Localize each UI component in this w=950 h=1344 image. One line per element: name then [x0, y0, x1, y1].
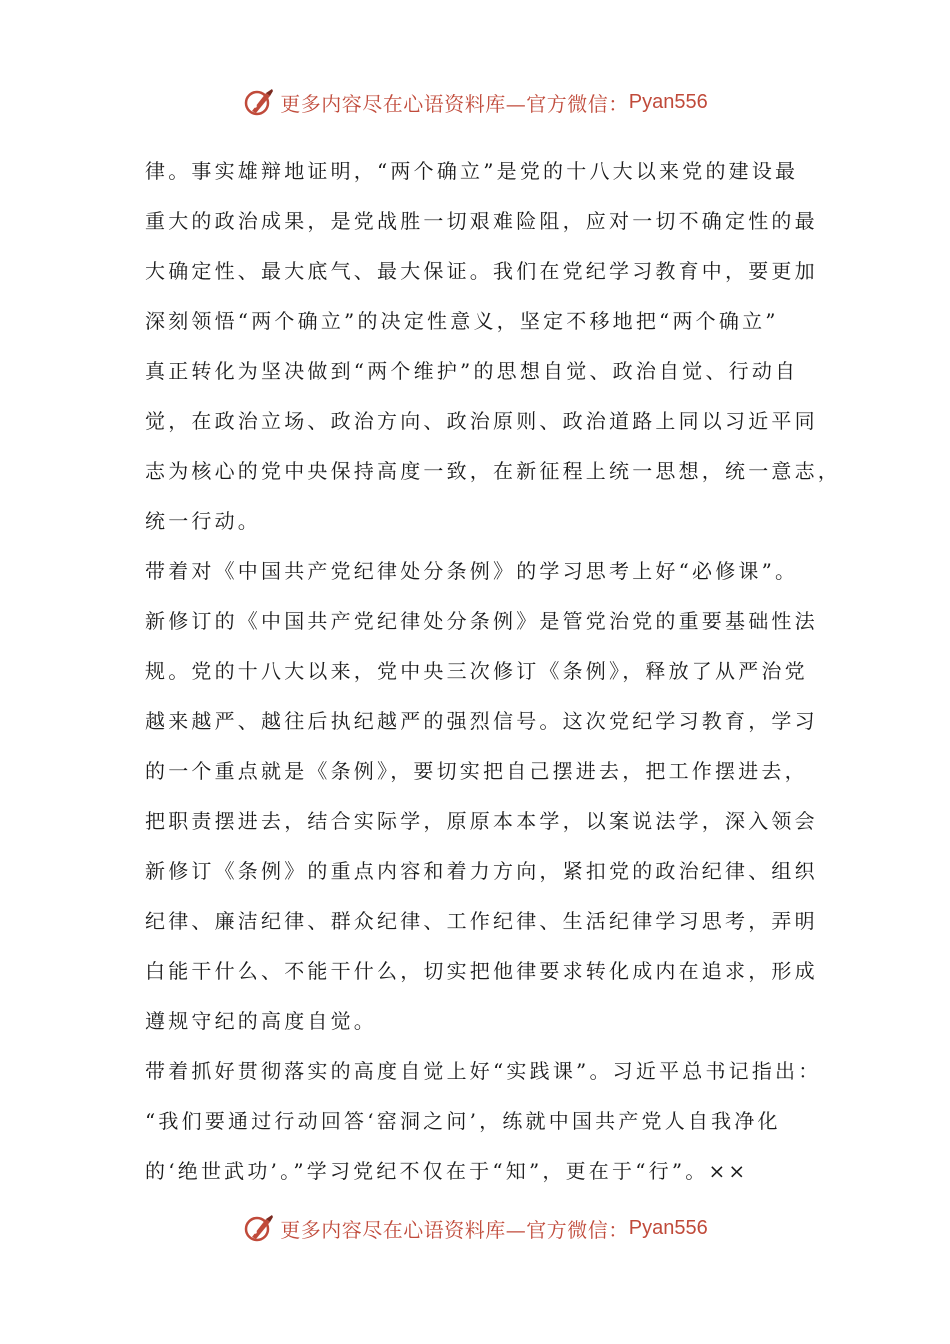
document-body	[145, 146, 841, 1196]
text-line: “我们要通过行动回答‘窑洞之问’，练就中国共产党人自我净化	[145, 1109, 781, 1133]
text-line: 把职责摆进去，结合实际学，原原本本学，以案说法学，深入领会	[145, 809, 818, 833]
wechat-handle: Pyan556	[628, 90, 708, 113]
text-line: 觉，在政治立场、政治方向、政治原则、政治道路上同以习近平同	[145, 409, 818, 433]
text-line: 志为核心的党中央保持高度一致，在新征程上统一思想，统一意志，	[145, 459, 841, 483]
text-line: 的‘绝世武功’。”学习党纪不仅在于“知”，更在于“行”。××	[145, 1159, 749, 1183]
text-line: 越来越严、越往后执纪越严的强烈信号。这次党纪学习教育，学习	[145, 709, 818, 733]
text-line: 带着对《中国共产党纪律处分条例》的学习思考上好“必修课”。	[145, 559, 799, 583]
text-line: 规。党的十八大以来，党中央三次修订《条例》，释放了从严治党	[145, 659, 808, 683]
pen-nib-logo-icon	[242, 85, 276, 119]
text-line: 律。事实雄辩地证明，“两个确立”是党的十八大以来党的建设最	[145, 159, 799, 183]
header-banner	[0, 82, 950, 122]
footer-banner	[0, 1208, 950, 1248]
wechat-handle: Pyan556	[628, 1216, 708, 1239]
text-line: 深刻领悟“两个确立”的决定性意义，坚定不移地把“两个确立”	[145, 309, 779, 333]
text-line: 纪律、廉洁纪律、群众纪律、工作纪律、生活纪律学习思考，弄明	[145, 909, 818, 933]
text-line: 统一行动。	[145, 509, 261, 533]
banner-text: 更多内容尽在心语资料库—官方微信：	[280, 1217, 629, 1242]
text-line: 真正转化为坚决做到“两个维护”的思想自觉、政治自觉、行动自	[145, 359, 799, 383]
text-line: 新修订的《中国共产党纪律处分条例》是管党治党的重要基础性法	[145, 609, 818, 633]
text-line: 新修订《条例》的重点内容和着力方向，紧扣党的政治纪律、组织	[145, 859, 818, 883]
text-line: 白能干什么、不能干什么，切实把他律要求转化成内在追求，形成	[145, 959, 818, 983]
text-line: 的一个重点就是《条例》，要切实把自己摆进去，把工作摆进去，	[145, 759, 808, 783]
text-line: 大确定性、最大底气、最大保证。我们在党纪学习教育中，要更加	[145, 259, 818, 283]
banner-text: 更多内容尽在心语资料库—官方微信：	[280, 91, 629, 116]
text-line: 重大的政治成果，是党战胜一切艰难险阻，应对一切不确定性的最	[145, 209, 818, 233]
text-line: 带着抓好贯彻落实的高度自觉上好“实践课”。习近平总书记指出：	[145, 1059, 822, 1083]
text-line: 遵规守纪的高度自觉。	[145, 1009, 377, 1033]
pen-nib-logo-icon	[242, 1211, 276, 1245]
